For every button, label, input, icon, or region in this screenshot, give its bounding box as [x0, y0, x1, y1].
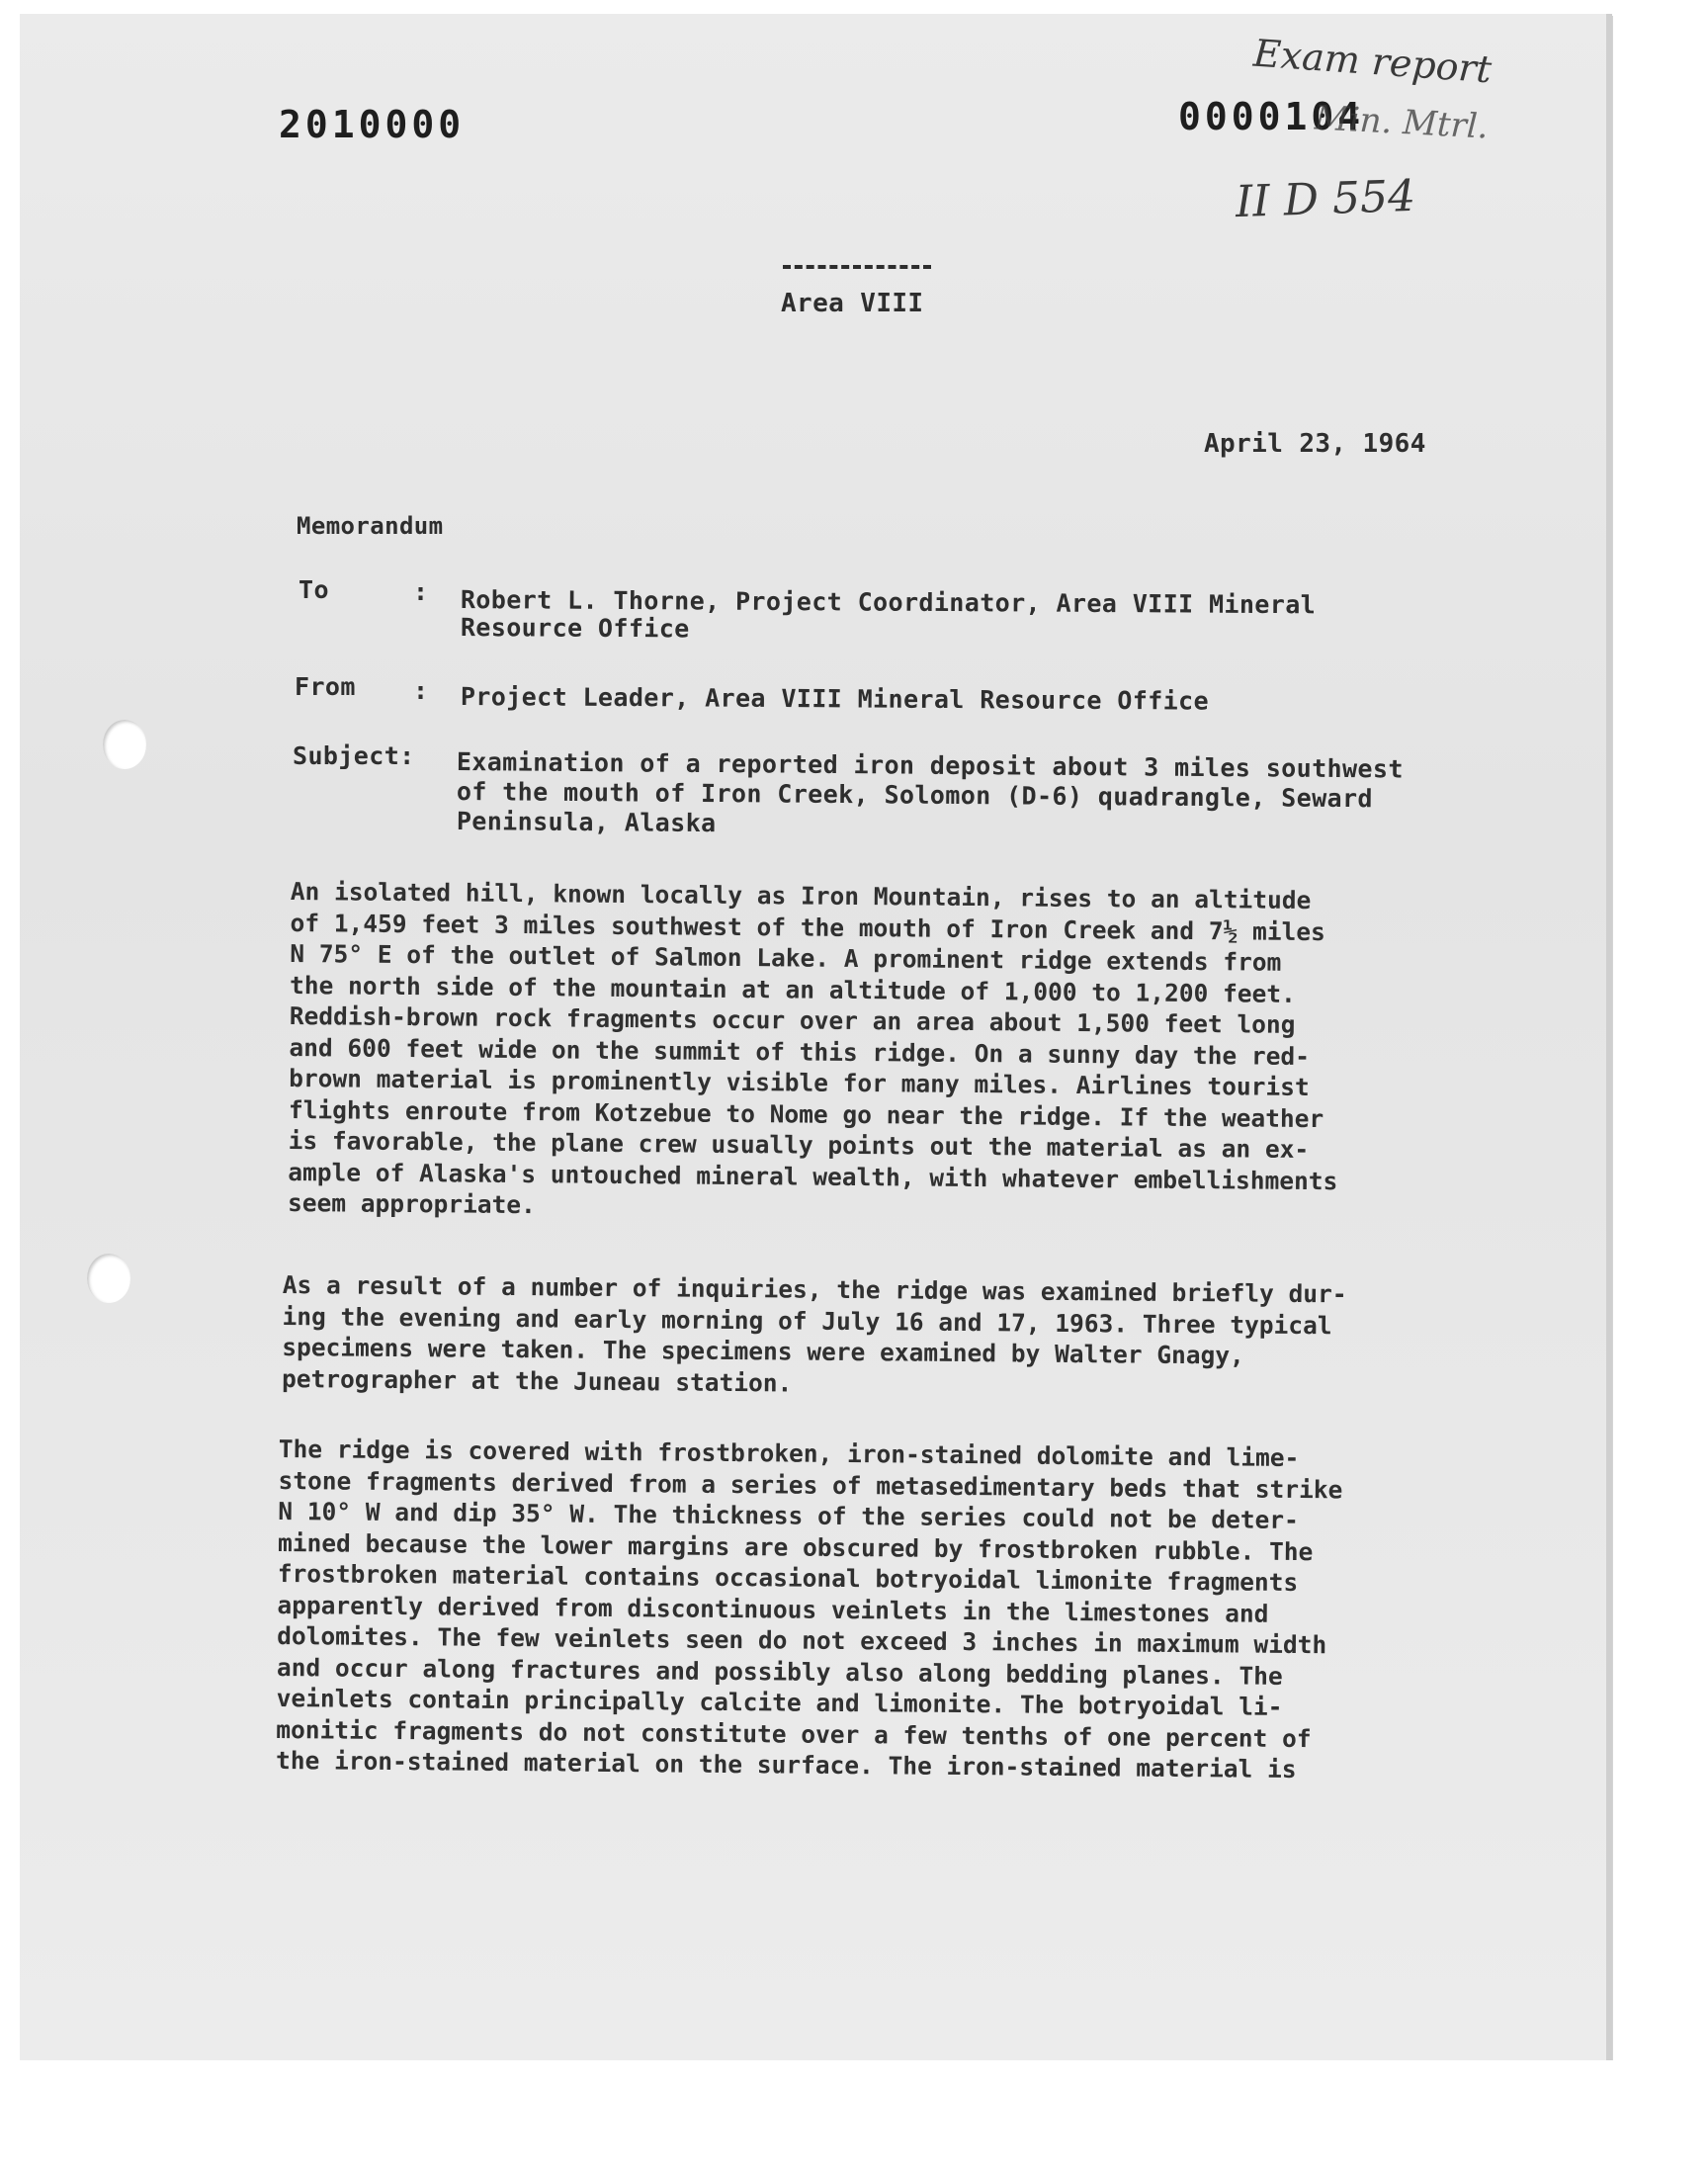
- paragraph-line: petrographer at the Juneau station.: [281, 1363, 793, 1398]
- paragraph-line: veinlets contain principally calcite and limonite. The botryoidal li-: [276, 1683, 1283, 1721]
- right-reference-number: 0000104: [1178, 95, 1365, 138]
- punch-hole-bottom: [87, 1254, 130, 1303]
- area-title: Area VIII: [781, 289, 924, 318]
- paragraph-1: [288, 876, 1340, 1228]
- paragraph-line: The ridge is covered with frostbroken, iron-stained dolomite and lime-: [278, 1435, 1300, 1473]
- paragraph-line: monitic fragments do not constitute over a few tenths of one percent of: [276, 1714, 1312, 1753]
- subject-label: Subject:: [293, 741, 415, 770]
- from-label: From: [295, 672, 356, 701]
- paragraph-line: ample of Alaska's untouched mineral wealth, with whatever embellishments: [288, 1157, 1338, 1195]
- from-line-1: Project Leader, Area VIII Mineral Resource Office: [460, 682, 1210, 716]
- subject-line-1: Examination of a reported iron deposit about 3 miles southwest: [456, 747, 1404, 784]
- paragraph-2: [282, 1269, 1347, 1403]
- subject-line-2: of the mouth of Iron Creek, Solomon (D-6) quadrangle, Seward: [456, 777, 1374, 814]
- paper-edge: [1606, 14, 1612, 2060]
- paragraph-line: is favorable, the plane crew usually points out the material as an ex-: [288, 1125, 1310, 1164]
- paragraph-line: apparently derived from discontinuous veinlets in the limestones and: [277, 1590, 1269, 1628]
- paragraph-line: specimens were taken. The specimens were examined by Walter Gnagy,: [282, 1332, 1244, 1370]
- paragraph-line: frostbroken material contains occasional botryoidal limonite fragments: [277, 1558, 1299, 1598]
- scan-margin: [0, 2060, 1708, 2175]
- handwritten-note-line3: II D 554: [1235, 170, 1416, 228]
- paragraph-line: N 75° E of the outlet of Salmon Lake. A prominent ridge extends from: [290, 938, 1282, 977]
- paragraph-line: the north side of the mountain at an altitude of 1,000 to 1,200 feet.: [289, 970, 1296, 1008]
- paragraph-line: mined because the lower margins are obscured by frostbroken rubble. The: [277, 1527, 1314, 1566]
- to-line-2: Resource Office: [460, 613, 690, 644]
- paragraph-line: As a result of a number of inquiries, the ridge was examined briefly dur-: [282, 1270, 1347, 1309]
- paragraph-line: ing the evening and early morning of July 16 and 17, 1963. Three typical: [282, 1301, 1332, 1340]
- to-line-1: Robert L. Thorne, Project Coordinator, Area VIII Mineral: [460, 585, 1317, 620]
- punch-hole-top: [103, 720, 146, 769]
- paragraph-line: the iron-stained material on the surface. The iron-stained material is: [275, 1745, 1297, 1784]
- to-label: To: [299, 575, 329, 604]
- paragraph-line: seem appropriate.: [287, 1187, 536, 1220]
- memo-date: April 23, 1964: [1204, 429, 1426, 459]
- memo-label: Memorandum: [297, 512, 444, 540]
- from-colon: :: [413, 676, 429, 705]
- paragraph-line: brown material is prominently visible for many miles. Airlines tourist: [289, 1063, 1310, 1102]
- paragraph-line: and occur along fractures and possibly also along bedding planes. The: [276, 1652, 1283, 1691]
- handwritten-note-line2: Min. Mtrl.: [1314, 98, 1490, 147]
- to-colon: :: [413, 577, 429, 606]
- left-reference-number: 2010000: [279, 103, 466, 146]
- paragraph-line: stone fragments derived from a series of metasedimentary beds that strike: [278, 1465, 1343, 1504]
- paragraph-line: of 1,459 feet 3 miles southwest of the mouth of Iron Creek and 7½ miles: [290, 908, 1325, 946]
- header-dashes: [783, 265, 931, 269]
- handwritten-note-line1: Exam report: [1251, 31, 1494, 92]
- paragraph-line: N 10° W and dip 35° W. The thickness of the series could not be deter-: [278, 1496, 1299, 1535]
- paragraph-line: flights enroute from Kotzebue to Nome go near the ridge. If the weather: [288, 1094, 1324, 1133]
- paragraph-line: dolomites. The few veinlets seen do not exceed 3 inches in maximum width: [277, 1620, 1327, 1660]
- paragraph-line: An isolated hill, known locally as Iron Mountain, rises to an altitude: [290, 876, 1312, 915]
- paragraph-line: and 600 feet wide on the summit of this ridge. On a sunny day the red-: [289, 1032, 1311, 1071]
- paragraph-line: Reddish-brown rock fragments occur over an area about 1,500 feet long: [289, 1000, 1296, 1039]
- subject-line-3: Peninsula, Alaska: [456, 807, 717, 838]
- paragraph-3: [276, 1434, 1343, 1785]
